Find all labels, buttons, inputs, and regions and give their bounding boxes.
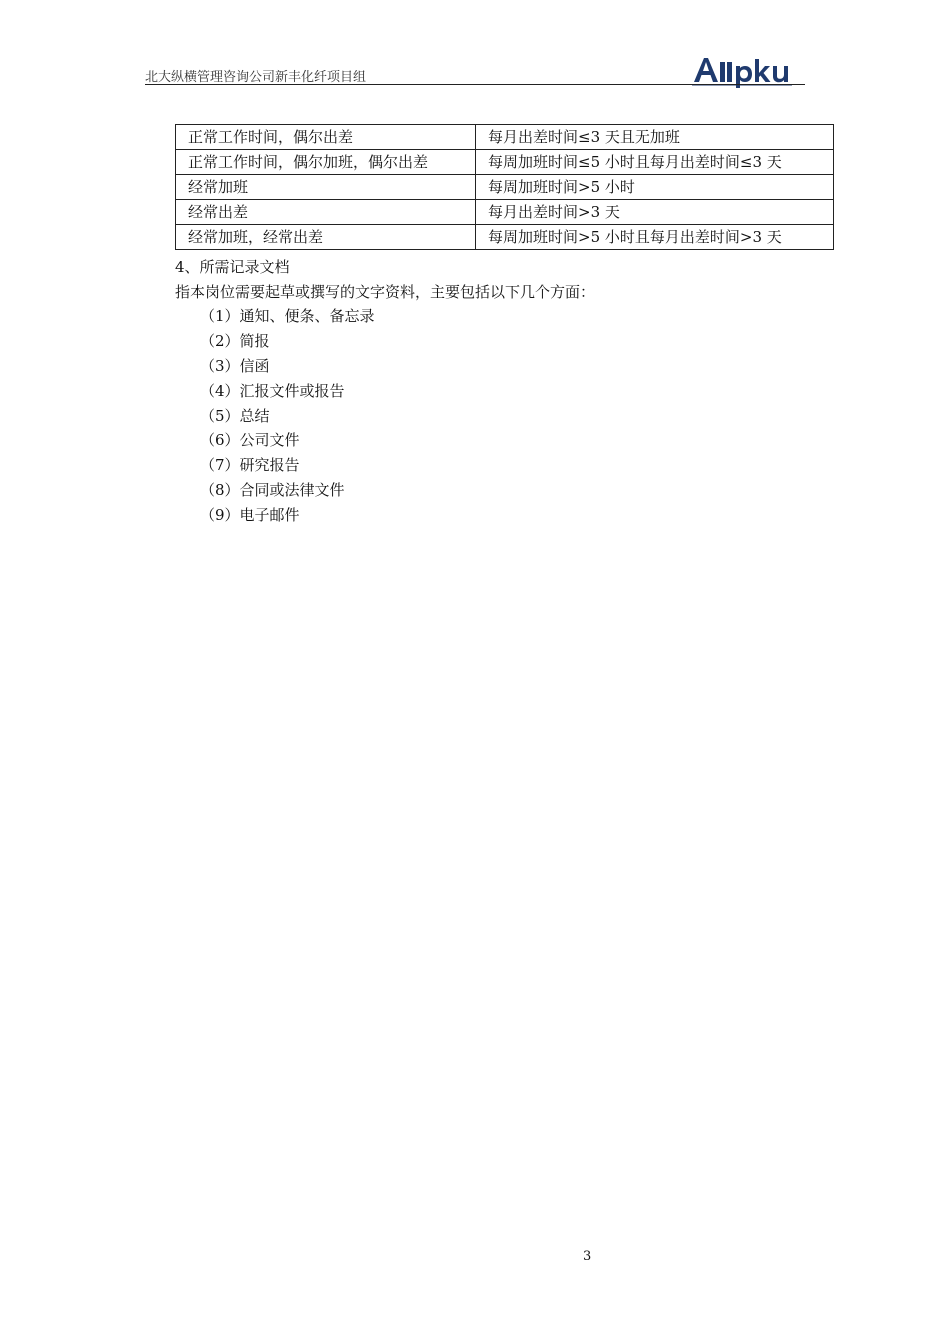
- list-item: （3）信函: [200, 356, 270, 375]
- table-row: [176, 175, 834, 200]
- table-cell-condition: 正常工作时间，偶尔出差: [176, 125, 476, 150]
- table-row: [176, 150, 834, 175]
- list-item: （4）汇报文件或报告: [200, 381, 345, 400]
- list-item: （2）简报: [200, 331, 270, 350]
- table-cell-criteria: 每周加班时间>5 小时且每月出差时间>3 天: [476, 225, 834, 250]
- table-cell-criteria: 每周加班时间≤5 小时且每月出差时间≤3 天: [476, 150, 834, 175]
- header-divider: [145, 84, 805, 85]
- table-cell-criteria: 每月出差时间≤3 天且无加班: [476, 125, 834, 150]
- list-item: （1）通知、便条、备忘录: [200, 307, 375, 325]
- table-cell-condition: 经常加班: [176, 175, 476, 200]
- section-heading: 4、所需记录文档: [175, 258, 290, 276]
- section-intro: 指本岗位需要起草或撰写的文字资料，主要包括以下几个方面：: [175, 283, 596, 301]
- list-item: （5）总结: [200, 406, 270, 425]
- table-cell-criteria: 每月出差时间>3 天: [476, 200, 834, 225]
- table-row: [176, 225, 834, 250]
- list-item: （7）研究报告: [200, 456, 300, 475]
- table-cell-condition: 正常工作时间，偶尔加班，偶尔出差: [176, 150, 476, 175]
- list-item: （8）合同或法律文件: [200, 481, 345, 500]
- table-row: [176, 200, 834, 225]
- table-cell-condition: 经常出差: [176, 200, 476, 225]
- company-logo: [690, 52, 808, 88]
- list-item: （9）电子邮件: [200, 506, 300, 525]
- table-row: [176, 125, 834, 150]
- work-condition-table: [175, 124, 834, 250]
- document-type-list: [200, 306, 375, 530]
- page-number: 3: [583, 1249, 592, 1264]
- header-company-name: 北大纵横管理咨询公司新丰化纤项目组: [145, 70, 367, 85]
- table-cell-condition: 经常加班，经常出差: [176, 225, 476, 250]
- list-item: （6）公司文件: [200, 431, 300, 450]
- table-cell-criteria: 每周加班时间>5 小时: [476, 175, 834, 200]
